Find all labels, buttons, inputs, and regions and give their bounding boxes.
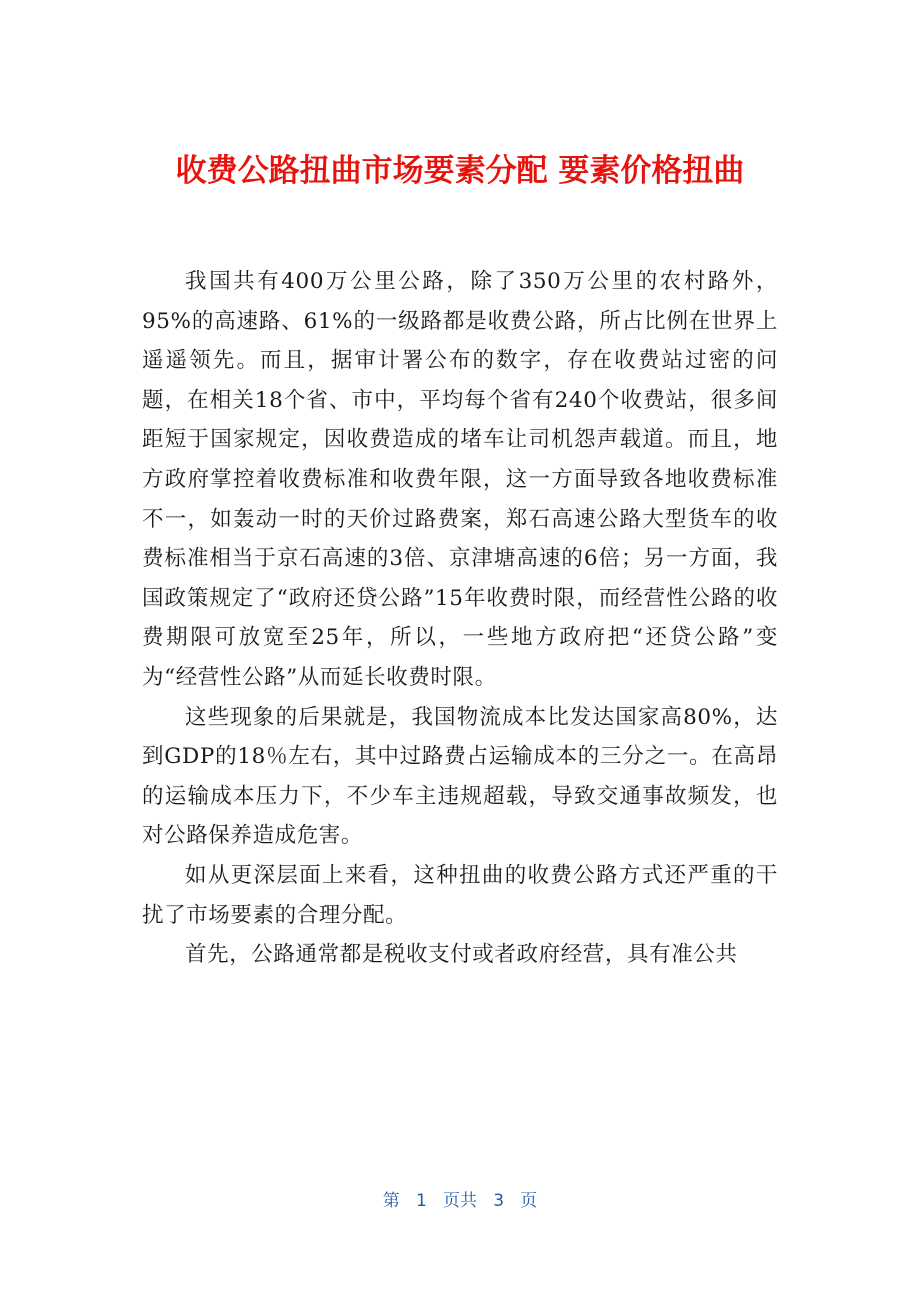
page-label-prefix: 第 (382, 1191, 400, 1211)
paragraph: 我国共有400万公里公路，除了350万公里的农村路外，95%的高速路、61%的一级路都是收费公路，所占比例在世界上遥遥领先。而且，据审计署公布的数字，存在收费站过密的问题，在相关18个省、市中，平均每个省有240个收费站，很多间距短于国家规定，因收费造成的堵车让司机怨声载道。而且，地方政府掌控着收费标准和收费年限，这一方面导致各地收费标准不一，如轰动一时的天价过路费案，郑石高速公路大型货车的收费标准相当于京石高速的3倍、京津塘高速的6倍；另一方面，我国政策规定了“政府还贷公路”15年收费时限，而经营性公路的收费期限可放宽至25年，所以，一些地方政府把“还贷公路”变为“经营性公路”从而延长收费时限。 (142, 269, 778, 690)
page-label-middle: 页共 (443, 1191, 477, 1211)
document-body (142, 262, 778, 975)
paragraph: 如从更深层面上来看，这种扭曲的收费公路方式还严重的干扰了市场要素的合理分配。 (142, 862, 778, 928)
page-label-suffix: 页 (520, 1191, 538, 1211)
paragraph: 这些现象的后果就是，我国物流成本比发达国家高80%，达到GDP的18％左右，其中过路费占运输成本的三分之一。在高昂的运输成本压力下，不少车主违规超载，导致交通事故频发，也对公路保养造成危害。 (142, 704, 778, 849)
paragraph: 首先，公路通常都是税收支付或者政府经营，具有准公共 (185, 942, 738, 968)
total-pages-number: 3 (493, 1191, 505, 1211)
page-footer (0, 1186, 920, 1211)
document-title: 收费公路扭曲市场要素分配 要素价格扭曲 (175, 153, 745, 189)
current-page-number: 1 (415, 1191, 427, 1211)
